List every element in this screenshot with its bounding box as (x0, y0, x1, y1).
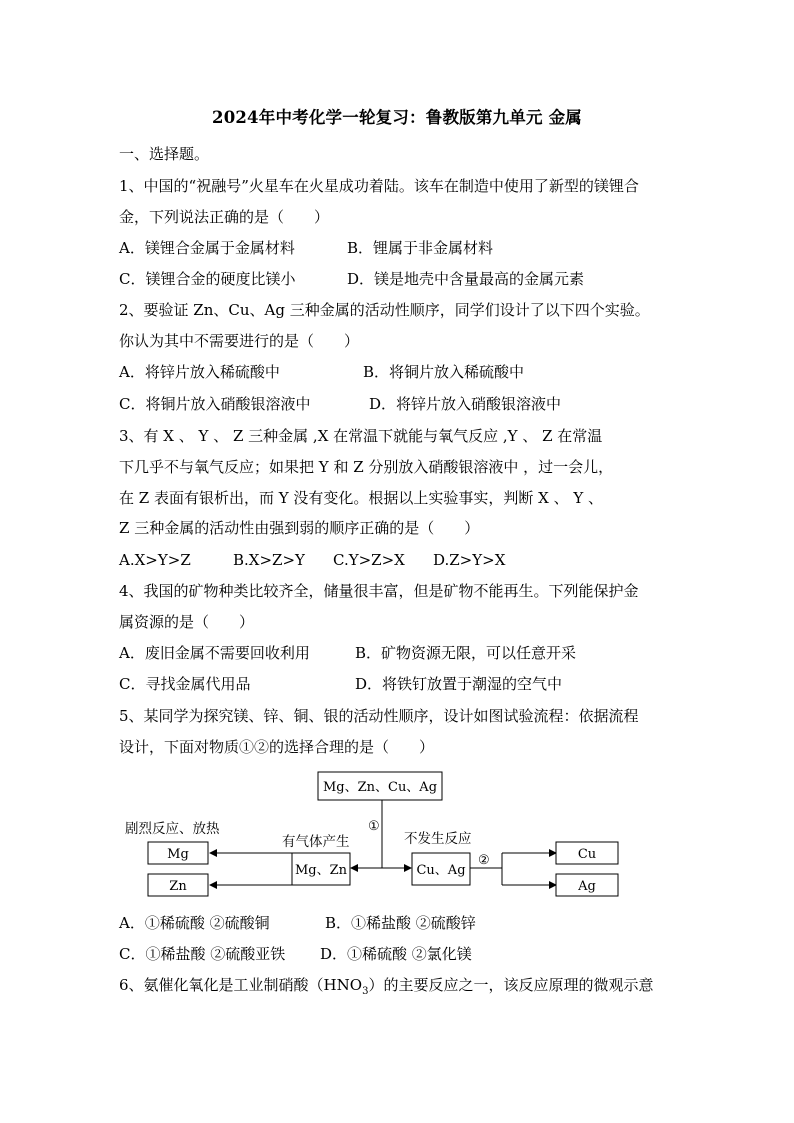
diagram-step2-mark: ② (478, 853, 490, 868)
q5-stem-line2: 设计，下面对物质①②的选择合理的是（ ） (119, 738, 435, 756)
q5-option-c: C．①稀盐酸 ②硫酸亚铁 (119, 945, 286, 963)
q6-stem-subscript: 3 (362, 986, 369, 997)
q1-stem-line1: 1、中国的“祝融号”火星车在火星成功着陆。该车在制造中使用了新型的镁锂合 (119, 177, 639, 195)
q3-option-a: A.X>Y>Z (119, 551, 191, 569)
q3-option-d: D.Z>Y>X (433, 551, 506, 569)
q5-stem-line1: 5、某同学为探究镁、锌、铜、银的活动性顺序，设计如图试验流程：依据流程 (119, 707, 639, 725)
diagram-label-no-reaction: 不发生反应 (404, 831, 472, 847)
q2-option-a: A．将锌片放入稀硫酸中 (119, 363, 280, 381)
q2-option-d: D．将锌片放入硝酸银溶液中 (369, 395, 562, 413)
q2-option-c: C．将铜片放入硝酸银溶液中 (119, 395, 311, 413)
q1-stem-line2: 金，下列说法正确的是（ ） (119, 208, 330, 226)
q4-option-a: A．废旧金属不需要回收利用 (119, 644, 310, 662)
diagram-box-ag-label: Ag (578, 879, 596, 894)
q1-option-a: A．镁锂合金属于金属材料 (119, 239, 295, 257)
diagram-box-mixture-label: Mg、Zn、Cu、Ag (322, 780, 438, 795)
q4-option-b: B．矿物资源无限，可以任意开采 (355, 644, 577, 662)
diagram-box-cu-ag-label: Cu、Ag (416, 863, 466, 878)
page-title: 2024年中考化学一轮复习：鲁教版第九单元 金属 (212, 108, 582, 127)
q1-option-d: D．镁是地壳中含量最高的金属元素 (347, 270, 585, 288)
q3-stem-line2: 下几乎不与氧气反应；如果把 Y 和 Z 分别放入硝酸银溶液中 ，过一会儿， (119, 458, 614, 476)
diagram-box-mg-zn-label: Mg、Zn (294, 863, 348, 878)
q2-stem-line1: 2、要验证 Zn、Cu、Ag 三种金属的活动性顺序，同学们设计了以下四个实验。 (119, 301, 650, 319)
q5-flow-diagram (0, 760, 794, 905)
q3-option-b: B.X>Z>Y (233, 551, 305, 569)
q2-option-b: B．将铜片放入稀硫酸中 (363, 363, 525, 381)
diagram-box-mg-label: Mg (167, 847, 189, 862)
q5-option-b: B．①稀盐酸 ②硫酸锌 (325, 914, 476, 932)
section-heading: 一、选择题。 (119, 145, 210, 163)
diagram-box-cu-label: Cu (577, 847, 597, 862)
q3-stem-line4: Z 三种金属的活动性由强到弱的顺序正确的是（ ） (119, 519, 480, 537)
q4-option-c: C．寻找金属代用品 (119, 675, 251, 693)
q6-stem-post: ）的主要反应之一，该反应原理的微观示意 (368, 976, 654, 994)
q3-stem-line3: 在 Z 表面有银析出，而 Y 没有变化。根据以上实验事实，判断 X 、 Y 、 (119, 489, 604, 507)
q3-stem-line1: 3、有 X 、 Y 、 Z 三种金属 ,X 在常温下就能与氧气反应 ,Y 、 Z 在常温 (119, 427, 603, 445)
q3-option-c: C.Y>Z>X (333, 551, 405, 569)
q1-option-c: C．镁锂合金的硬度比镁小 (119, 270, 296, 288)
q4-stem-line1: 4、我国的矿物种类比较齐全，储量很丰富，但是矿物不能再生。下列能保护金 (119, 582, 639, 600)
q6-stem-pre: 6、氨催化氧化是工业制硝酸（HNO (119, 976, 363, 994)
q6-stem-line1 (119, 975, 653, 1002)
q2-stem-line2: 你认为其中不需要进行的是（ ） (119, 332, 360, 350)
q5-option-a: A．①稀硫酸 ②硫酸铜 (119, 914, 270, 932)
diagram-label-violent: 剧烈反应、放热 (125, 821, 220, 837)
diagram-label-gas: 有气体产生 (282, 834, 350, 850)
diagram-box-zn-label: Zn (169, 879, 187, 894)
q4-option-d: D．将铁钉放置于潮湿的空气中 (355, 675, 563, 693)
diagram-step1-mark: ① (368, 819, 380, 834)
q1-option-b: B．锂属于非金属材料 (347, 239, 494, 257)
q4-stem-line2: 属资源的是（ ） (119, 613, 255, 631)
q5-option-d: D．①稀硫酸 ②氯化镁 (320, 945, 472, 963)
